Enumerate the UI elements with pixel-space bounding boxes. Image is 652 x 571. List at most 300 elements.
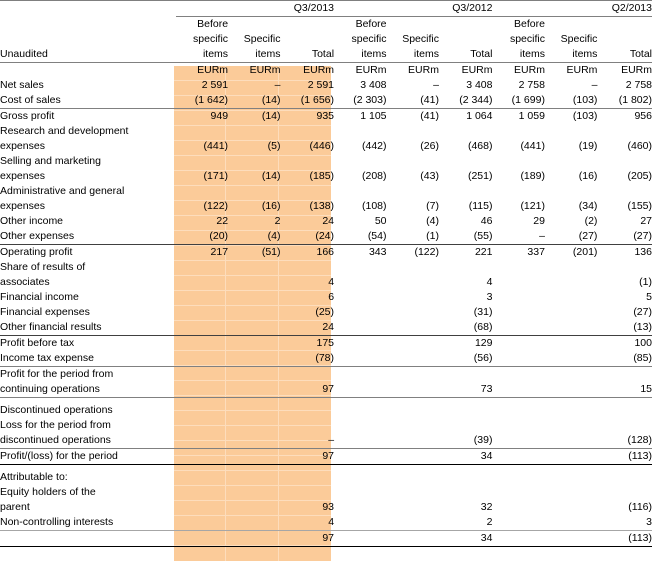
cell-q2-2013-total: (116) (628, 501, 652, 513)
unit-row-blank (0, 63, 176, 79)
table-row (0, 336, 652, 352)
sub-q2-2013-total-l1-blank (597, 17, 652, 33)
cell-q3-2013-before (176, 531, 228, 547)
unit-row (0, 63, 652, 79)
group-header-row (0, 1, 652, 17)
sub-q3-2013-specific-l2: items (255, 48, 281, 60)
cell-q2-2013-total: (113) (597, 531, 652, 547)
sub-q3-2013-before-l1: Before (176, 17, 228, 33)
cell-q3-2013-specific: (4) (267, 230, 281, 242)
cell-q2-2013-specific: (27) (578, 230, 598, 242)
cell-q3-2013-before: (20) (209, 230, 229, 242)
unit-q3-2013-before: EURm (176, 63, 228, 79)
cell-q3-2013-specific (228, 500, 280, 515)
wrap-spacer (176, 184, 652, 199)
cell-q3-2012-specific (387, 500, 439, 515)
cell-q3-2013-total: 4 (328, 276, 335, 288)
cell-q3-2012-specific (387, 449, 439, 465)
cell-q2-2013-before (492, 465, 544, 486)
cell-q3-2012-total: 129 (439, 336, 493, 352)
table-row (0, 93, 652, 109)
cell-q3-2013-before: 217 (176, 245, 228, 261)
cell-q3-2013-before (176, 305, 228, 320)
cell-q3-2013-specific (228, 433, 280, 449)
sub-q2-2013-before-l1: Before (492, 17, 544, 33)
cell-q3-2013-total: (185) (309, 170, 335, 182)
table-body (0, 63, 652, 550)
row-label: parent (0, 501, 30, 513)
cell-q2-2013-total: (155) (627, 200, 652, 212)
cell-q3-2013-before (176, 275, 228, 290)
row-label: expenses (0, 170, 45, 182)
row-label: Discontinued operations (0, 398, 176, 419)
table-row (0, 245, 652, 261)
row-label: Income tax expense (0, 352, 94, 364)
cell-q2-2013-before (492, 515, 544, 531)
table-row (0, 275, 652, 290)
table-row (0, 382, 652, 398)
cell-q3-2013-total: 97 (322, 383, 335, 395)
row-label-line1: Equity holders of the (0, 486, 96, 498)
cell-q3-2013-specific: (14) (228, 109, 280, 125)
cell-q3-2012-specific (387, 305, 439, 320)
row-label: Cost of sales (0, 94, 61, 106)
cell-q2-2013-before (492, 500, 544, 515)
cell-q3-2012-before: 1 105 (334, 109, 386, 125)
cell-q3-2013-total: 2 591 (307, 79, 335, 91)
cell-q3-2013-specific: (14) (261, 94, 281, 106)
cell-q3-2012-total: (2 344) (459, 94, 493, 106)
group-header-q3-2013: Q3/2013 (176, 1, 334, 17)
sub-q2-2013-before-l2: specific (509, 33, 545, 45)
cell-q3-2012-total (439, 398, 493, 419)
cell-q3-2013-total: – (328, 434, 335, 446)
cell-q3-2013-total: (138) (309, 200, 335, 212)
cell-q3-2013-total: 97 (281, 531, 335, 547)
cell-q2-2013-specific (545, 515, 597, 531)
cell-q2-2013-before (492, 320, 544, 336)
unit-q2-2013-before: EURm (492, 63, 544, 79)
cell-q3-2013-specific (228, 305, 280, 320)
cell-q3-2012-before: 3 408 (360, 79, 387, 91)
cell-q3-2012-specific (387, 336, 439, 352)
cell-q3-2012-specific (387, 275, 439, 290)
cell-q2-2013-specific (545, 449, 597, 465)
sub-q3-2012-total-l1-blank (439, 17, 493, 33)
sub-q2-2013-total-l2-blank (597, 32, 652, 47)
cell-q3-2012-specific: (26) (420, 140, 439, 152)
row-label: Attributable to: (0, 465, 176, 486)
cell-q2-2013-before (492, 275, 544, 290)
cell-q3-2012-specific (387, 433, 439, 449)
sub-q3-2013-specific-l1-blank (228, 17, 280, 33)
cell-q2-2013-total: (27) (633, 230, 652, 242)
cell-q2-2013-specific (545, 531, 597, 547)
cell-q2-2013-before (492, 382, 544, 398)
cell-q3-2012-total: (39) (473, 434, 493, 446)
row-label-line1: Research and development (0, 125, 129, 137)
cell-q3-2013-total: 6 (328, 291, 335, 303)
cell-q3-2012-before: (2 303) (353, 94, 387, 106)
cell-q3-2013-before: (441) (203, 140, 229, 152)
cell-q2-2013-before: 1 059 (492, 109, 544, 125)
cell-q3-2012-before (334, 320, 386, 336)
cell-q3-2013-before (176, 433, 228, 449)
cell-q2-2013-total: 136 (597, 245, 652, 261)
table-row (0, 433, 652, 449)
cell-q3-2012-before (334, 433, 386, 449)
cell-q3-2012-before: 343 (334, 245, 386, 261)
cell-q2-2013-before (492, 433, 544, 449)
cell-q3-2013-specific (228, 275, 280, 290)
cell-q3-2013-specific: (16) (261, 200, 281, 212)
cell-q2-2013-specific: – (591, 79, 598, 91)
row-label: Other financial results (0, 321, 102, 333)
cell-q3-2013-specific: (51) (228, 245, 280, 261)
cell-q3-2012-total: (68) (473, 321, 493, 333)
sub-q2-2013-before-l3: items (519, 48, 545, 60)
cell-q3-2012-specific (387, 398, 439, 419)
sub-q3-2013-total-l2-blank (281, 32, 335, 47)
cell-q2-2013-total (597, 398, 652, 419)
cell-q2-2013-before: 2 758 (518, 79, 545, 91)
cell-q3-2012-before (334, 336, 386, 352)
row-label-line1: Profit for the period from (0, 367, 176, 383)
cell-q3-2012-total: 2 (486, 516, 493, 528)
sub-q3-2012-specific-l2: items (413, 48, 439, 60)
cell-q3-2012-specific (387, 320, 439, 336)
table-row (0, 449, 652, 465)
cell-q2-2013-specific (545, 336, 597, 352)
table-row-wrap (0, 260, 652, 275)
cell-q3-2013-total: 935 (281, 109, 335, 125)
table-row (0, 515, 652, 531)
cell-q3-2012-before: 50 (374, 215, 387, 227)
cell-q3-2013-before: (122) (203, 200, 229, 212)
cell-q3-2012-total: 221 (439, 245, 493, 261)
sub-q3-2012-specific-l1-blank (387, 17, 439, 33)
cell-q3-2012-specific: (122) (387, 245, 439, 261)
cell-q3-2012-total: 3 408 (466, 79, 493, 91)
cell-q2-2013-specific: (16) (578, 170, 598, 182)
cell-q3-2013-before (176, 500, 228, 515)
cell-q2-2013-total: (1) (639, 276, 652, 288)
cell-q3-2012-total: (468) (467, 140, 493, 152)
cell-q3-2012-specific: – (433, 79, 439, 91)
table-row (0, 305, 652, 320)
cell-q3-2013-specific (228, 515, 280, 531)
table-row (0, 139, 652, 154)
cell-q3-2012-before (334, 515, 386, 531)
cell-q3-2013-specific (228, 449, 280, 465)
sub-q3-2013-before-l2: specific (193, 33, 229, 45)
cell-q3-2013-total: 4 (328, 516, 335, 528)
cell-q3-2012-total: 46 (480, 215, 493, 227)
row-label: Other expenses (0, 230, 75, 242)
cell-q2-2013-total: (128) (627, 434, 652, 446)
unit-q3-2013-specific: EURm (228, 63, 280, 79)
sub-q3-2013-before-l3: items (202, 48, 229, 60)
sub-q3-2012-total: Total (470, 48, 493, 60)
cell-q3-2013-before (176, 382, 228, 398)
cell-q3-2013-total: 24 (322, 321, 335, 333)
cell-q2-2013-before (492, 305, 544, 320)
cell-q2-2013-specific (545, 465, 597, 486)
sub-q2-2013-specific-l1: Specific (560, 33, 598, 45)
cell-q2-2013-specific (545, 320, 597, 336)
cell-q2-2013-specific: (19) (578, 140, 598, 152)
table-row (0, 78, 652, 93)
row-label: Net sales (0, 79, 44, 91)
sub-q3-2012-before-l2: specific (351, 33, 387, 45)
subheader-blank-1 (0, 17, 176, 33)
row-label: Operating profit (0, 245, 176, 261)
cell-q3-2012-specific: (7) (426, 200, 439, 212)
table-row-wrap (0, 485, 652, 500)
cell-q3-2012-total: 34 (439, 531, 493, 547)
table-row (0, 169, 652, 184)
cell-q3-2012-before (334, 398, 386, 419)
sub-q3-2012-before-l3: items (361, 48, 387, 60)
row-label: discontinued operations (0, 434, 111, 446)
cell-q2-2013-before: (121) (520, 200, 545, 212)
cell-q3-2012-specific: (1) (426, 230, 439, 242)
table-row (0, 351, 652, 367)
cell-q3-2013-specific: 2 (274, 215, 281, 227)
cell-q3-2013-specific (228, 290, 280, 305)
cell-q3-2012-total: 34 (439, 449, 493, 465)
subheader-row-2 (0, 32, 652, 47)
cell-q3-2012-total: 1 064 (439, 109, 493, 125)
cell-q2-2013-specific (545, 305, 597, 320)
cell-q2-2013-specific: (103) (572, 94, 598, 106)
cell-q2-2013-specific (545, 398, 597, 419)
cell-q3-2012-total (439, 465, 493, 486)
cell-q3-2013-specific (228, 465, 280, 486)
cell-q3-2012-specific: (4) (426, 215, 439, 227)
row-label: continuing operations (0, 383, 100, 395)
wrap-spacer (176, 124, 652, 139)
cell-q3-2013-total: (446) (309, 140, 335, 152)
cell-q3-2012-before (334, 305, 386, 320)
cell-q2-2013-before (492, 336, 544, 352)
row-label-line1: Administrative and general (0, 185, 125, 197)
row-label (0, 531, 176, 547)
cell-q3-2012-specific (387, 351, 439, 367)
table-row-wrap (0, 184, 652, 199)
table-row (0, 531, 652, 547)
group-header-q3-2012: Q3/2012 (334, 1, 492, 17)
cell-q3-2013-total: (25) (315, 306, 335, 318)
cell-q3-2013-total: (1 656) (300, 94, 335, 106)
cell-q3-2013-total: 175 (281, 336, 335, 352)
wrap-spacer (176, 260, 652, 275)
cell-q2-2013-total: (205) (627, 170, 652, 182)
cell-q3-2013-before: (1 642) (194, 94, 229, 106)
cell-q3-2012-before (334, 500, 386, 515)
table-row-wrap (0, 418, 652, 433)
cell-q3-2013-before (176, 465, 228, 486)
cell-q3-2013-specific (228, 382, 280, 398)
cell-q3-2012-total: 73 (480, 383, 493, 395)
cell-q2-2013-total: 100 (597, 336, 652, 352)
cell-q3-2013-before (176, 398, 228, 419)
row-label: Financial income (0, 291, 79, 303)
cell-q2-2013-total: 956 (597, 109, 652, 125)
cell-q2-2013-total: (1 802) (618, 94, 652, 106)
cell-q3-2012-total: (115) (468, 200, 493, 212)
table-row-wrap (0, 124, 652, 139)
cell-q3-2013-before (176, 515, 228, 531)
cell-q2-2013-before: – (539, 230, 545, 242)
cell-q2-2013-specific: (34) (578, 200, 598, 212)
wrap-spacer (176, 367, 652, 383)
row-label: expenses (0, 140, 45, 152)
cell-q3-2013-before: (171) (203, 170, 229, 182)
cell-q2-2013-specific: (103) (545, 109, 597, 125)
cell-q2-2013-before (492, 290, 544, 305)
cell-q2-2013-total: (113) (597, 449, 652, 465)
cell-q2-2013-specific: (2) (584, 215, 598, 227)
bottom-rule (0, 547, 652, 550)
cell-q3-2012-before (334, 449, 386, 465)
row-label: Non-controlling interests (0, 516, 114, 528)
cell-q3-2013-before (176, 351, 228, 367)
row-label: Financial expenses (0, 306, 90, 318)
cell-q3-2012-total: (55) (473, 230, 493, 242)
cell-q2-2013-total: 5 (646, 291, 652, 303)
cell-q2-2013-specific: (201) (545, 245, 597, 261)
cell-q2-2013-before: (441) (520, 140, 545, 152)
cell-q3-2013-specific (228, 351, 280, 367)
unit-q2-2013-specific: EURm (545, 63, 597, 79)
cell-q3-2012-total: 4 (486, 276, 493, 288)
group-header-q2-2013: Q2/2013 (492, 1, 652, 17)
table-bottom-rule (0, 547, 652, 550)
cell-q2-2013-specific (545, 433, 597, 449)
cell-q3-2012-before (334, 531, 386, 547)
cell-q2-2013-total: (460) (627, 140, 652, 152)
cell-q3-2013-before (176, 290, 228, 305)
sub-q3-2013-total: Total (311, 48, 335, 60)
cell-q3-2012-before (334, 465, 386, 486)
cell-q3-2012-before (334, 382, 386, 398)
cell-q3-2013-specific (228, 531, 280, 547)
table-row-wrap (0, 154, 652, 169)
cell-q3-2012-specific (387, 382, 439, 398)
cell-q3-2012-specific (387, 531, 439, 547)
cell-q3-2012-before: (208) (361, 170, 387, 182)
cell-q3-2012-specific: (41) (387, 109, 439, 125)
table-row (0, 290, 652, 305)
cell-q3-2013-specific: – (274, 79, 281, 91)
cell-q2-2013-total: 27 (640, 215, 652, 227)
cell-q3-2013-specific: (14) (261, 170, 281, 182)
cell-q2-2013-total: 2 758 (625, 79, 652, 91)
wrap-spacer (176, 485, 652, 500)
cell-q3-2013-before: 2 591 (201, 79, 229, 91)
cell-q3-2013-before (176, 449, 228, 465)
cell-q3-2013-total: (24) (315, 230, 335, 242)
unit-q3-2012-total: EURm (439, 63, 493, 79)
table-row-wrap (0, 367, 652, 383)
sub-q3-2013-total-l1-blank (281, 17, 335, 33)
row-label: Profit before tax (0, 336, 176, 352)
table-row (0, 199, 652, 214)
cell-q3-2012-total: (251) (467, 170, 493, 182)
table-header (0, 1, 652, 63)
row-label: expenses (0, 200, 45, 212)
cell-q2-2013-specific (545, 500, 597, 515)
unaudited-label: Unaudited (0, 48, 48, 60)
cell-q2-2013-total: 15 (640, 383, 652, 395)
unit-q2-2013-total: EURm (597, 63, 652, 79)
unit-q3-2012-specific: EURm (387, 63, 439, 79)
cell-q3-2013-specific (228, 398, 280, 419)
cell-q3-2012-specific (387, 515, 439, 531)
sub-q2-2013-specific-l2: items (572, 48, 598, 60)
table-row (0, 465, 652, 486)
cell-q3-2012-before: (54) (367, 230, 387, 242)
cell-q2-2013-total (597, 465, 652, 486)
cell-q3-2012-before: (108) (361, 200, 387, 212)
sub-q2-2013-total: Total (629, 48, 652, 60)
cell-q3-2013-total (281, 398, 335, 419)
sub-q2-2013-specific-l1-blank (545, 17, 597, 33)
cell-q2-2013-before (492, 531, 544, 547)
cell-q3-2013-before (176, 320, 228, 336)
subheader-row-1 (0, 17, 652, 33)
cell-q3-2012-total: 3 (486, 291, 493, 303)
row-label: Other income (0, 215, 64, 227)
cell-q2-2013-before: 337 (492, 245, 544, 261)
cell-q3-2013-total (281, 465, 335, 486)
cell-q3-2012-total: (56) (473, 352, 493, 364)
row-label: Gross profit (0, 109, 176, 125)
cell-q3-2013-specific: (5) (267, 140, 281, 152)
cell-q3-2013-before: 949 (176, 109, 228, 125)
cell-q3-2012-before (334, 275, 386, 290)
table-row (0, 214, 652, 229)
cell-q2-2013-specific (545, 275, 597, 290)
unit-q3-2012-before: EURm (334, 63, 386, 79)
sub-q3-2012-total-l2-blank (439, 32, 493, 47)
subheader-row-3 (0, 47, 652, 63)
cell-q3-2012-before: (442) (361, 140, 387, 152)
cell-q3-2012-total: 32 (480, 501, 493, 513)
cell-q2-2013-before: 29 (533, 215, 545, 227)
cell-q3-2013-specific (228, 336, 280, 352)
cell-q3-2012-before (334, 351, 386, 367)
table-row (0, 398, 652, 419)
cell-q2-2013-before (492, 398, 544, 419)
cell-q2-2013-specific (545, 290, 597, 305)
cell-q3-2013-total: 97 (281, 449, 335, 465)
cell-q2-2013-total: (85) (633, 352, 652, 364)
cell-q3-2012-before (334, 290, 386, 305)
row-label: Profit/(loss) for the period (0, 449, 176, 465)
cell-q3-2012-specific (387, 290, 439, 305)
cell-q2-2013-before: (189) (520, 170, 545, 182)
row-label-line1: Share of results of (0, 261, 86, 273)
cell-q3-2012-specific: (43) (420, 170, 439, 182)
sub-q3-2012-before-l1: Before (334, 17, 386, 33)
cell-q3-2013-total: 166 (281, 245, 335, 261)
row-label-line1: Loss for the period from (0, 419, 111, 431)
sub-q3-2012-specific-l1: Specific (402, 33, 439, 45)
cell-q3-2012-specific: (41) (420, 94, 439, 106)
table-row (0, 109, 652, 125)
